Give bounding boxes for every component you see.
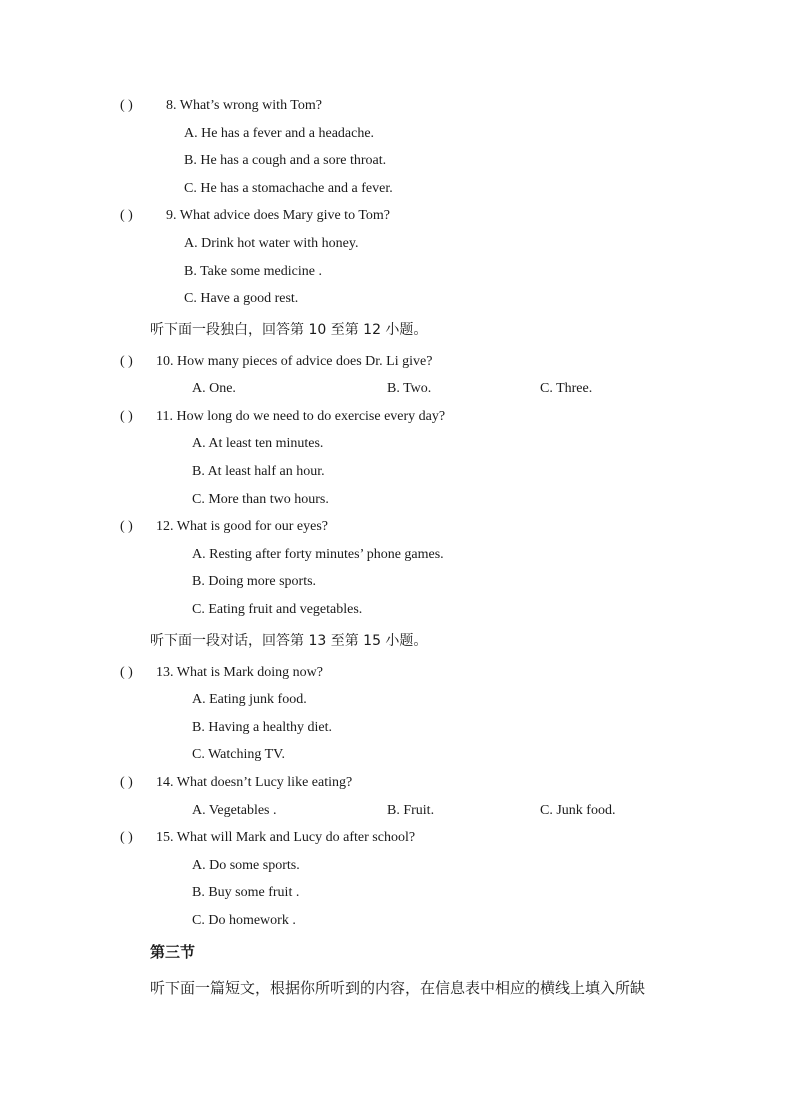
q11-option-a: A. At least ten minutes.	[192, 436, 324, 451]
answer-blank-q10: ( )	[120, 354, 133, 369]
q13-option-b: B. Having a healthy diet.	[192, 720, 332, 735]
answer-blank-q11: ( )	[120, 409, 133, 424]
q8-option-a: A. He has a fever and a headache.	[184, 126, 375, 141]
question-9-stem: 9. What advice does Mary give to Tom?	[166, 208, 390, 223]
q12-option-a: A. Resting after forty minutes’ phone games.	[192, 547, 444, 562]
answer-blank-q13: ( )	[120, 665, 133, 680]
instruction-passage: 听下面一篇短文，根据你所听到的内容，在信息表中相应的横线上填入所缺	[150, 979, 646, 997]
answer-blank-q9: ( )	[120, 208, 133, 223]
question-8-stem: 8. What’s wrong with Tom?	[166, 98, 322, 113]
q11-option-b: B. At least half an hour.	[192, 464, 325, 479]
q14-option-c: C. Junk food.	[540, 803, 616, 818]
section-three-heading: 第三节	[150, 943, 196, 961]
q10-option-b: B. Two.	[387, 381, 432, 396]
q15-option-b: B. Buy some fruit .	[192, 885, 300, 900]
question-10-stem: 10. How many pieces of advice does Dr. Li give?	[156, 354, 433, 369]
q9-option-a: A. Drink hot water with honey.	[184, 236, 359, 251]
question-11-stem: 11. How long do we need to do exercise every day?	[156, 409, 446, 424]
q14-option-a: A. Vegetables .	[192, 803, 277, 818]
answer-blank-q8: ( )	[120, 98, 133, 113]
q11-option-c: C. More than two hours.	[192, 492, 329, 507]
answer-blank-q14: ( )	[120, 775, 133, 790]
question-14-stem: 14. What doesn’t Lucy like eating?	[156, 775, 353, 790]
q10-option-a: A. One.	[192, 381, 236, 396]
q8-option-b: B. He has a cough and a sore throat.	[184, 153, 387, 168]
q15-option-c: C. Do homework .	[192, 913, 296, 928]
q15-option-a: A. Do some sports.	[192, 858, 300, 873]
q9-option-c: C. Have a good rest.	[184, 291, 299, 306]
q12-option-c: C. Eating fruit and vegetables.	[192, 602, 363, 617]
answer-blank-q15: ( )	[120, 830, 133, 845]
q10-option-c: C. Three.	[540, 381, 593, 396]
question-15-stem: 15. What will Mark and Lucy do after school?	[156, 830, 416, 845]
question-13-stem: 13. What is Mark doing now?	[156, 665, 323, 680]
q13-option-c: C. Watching TV.	[192, 747, 285, 762]
q12-option-b: B. Doing more sports.	[192, 574, 317, 589]
q8-option-c: C. He has a stomachache and a fever.	[184, 181, 393, 196]
instruction-monologue: 听下面一段独白，回答第 10 至第 12 小题。	[150, 322, 428, 338]
q14-option-b: B. Fruit.	[387, 803, 435, 818]
answer-blank-q12: ( )	[120, 519, 133, 534]
q9-option-b: B. Take some medicine .	[184, 264, 322, 279]
question-12-stem: 12. What is good for our eyes?	[156, 519, 328, 534]
instruction-dialogue: 听下面一段对话，回答第 13 至第 15 小题。	[150, 633, 428, 649]
q13-option-a: A. Eating junk food.	[192, 692, 307, 707]
